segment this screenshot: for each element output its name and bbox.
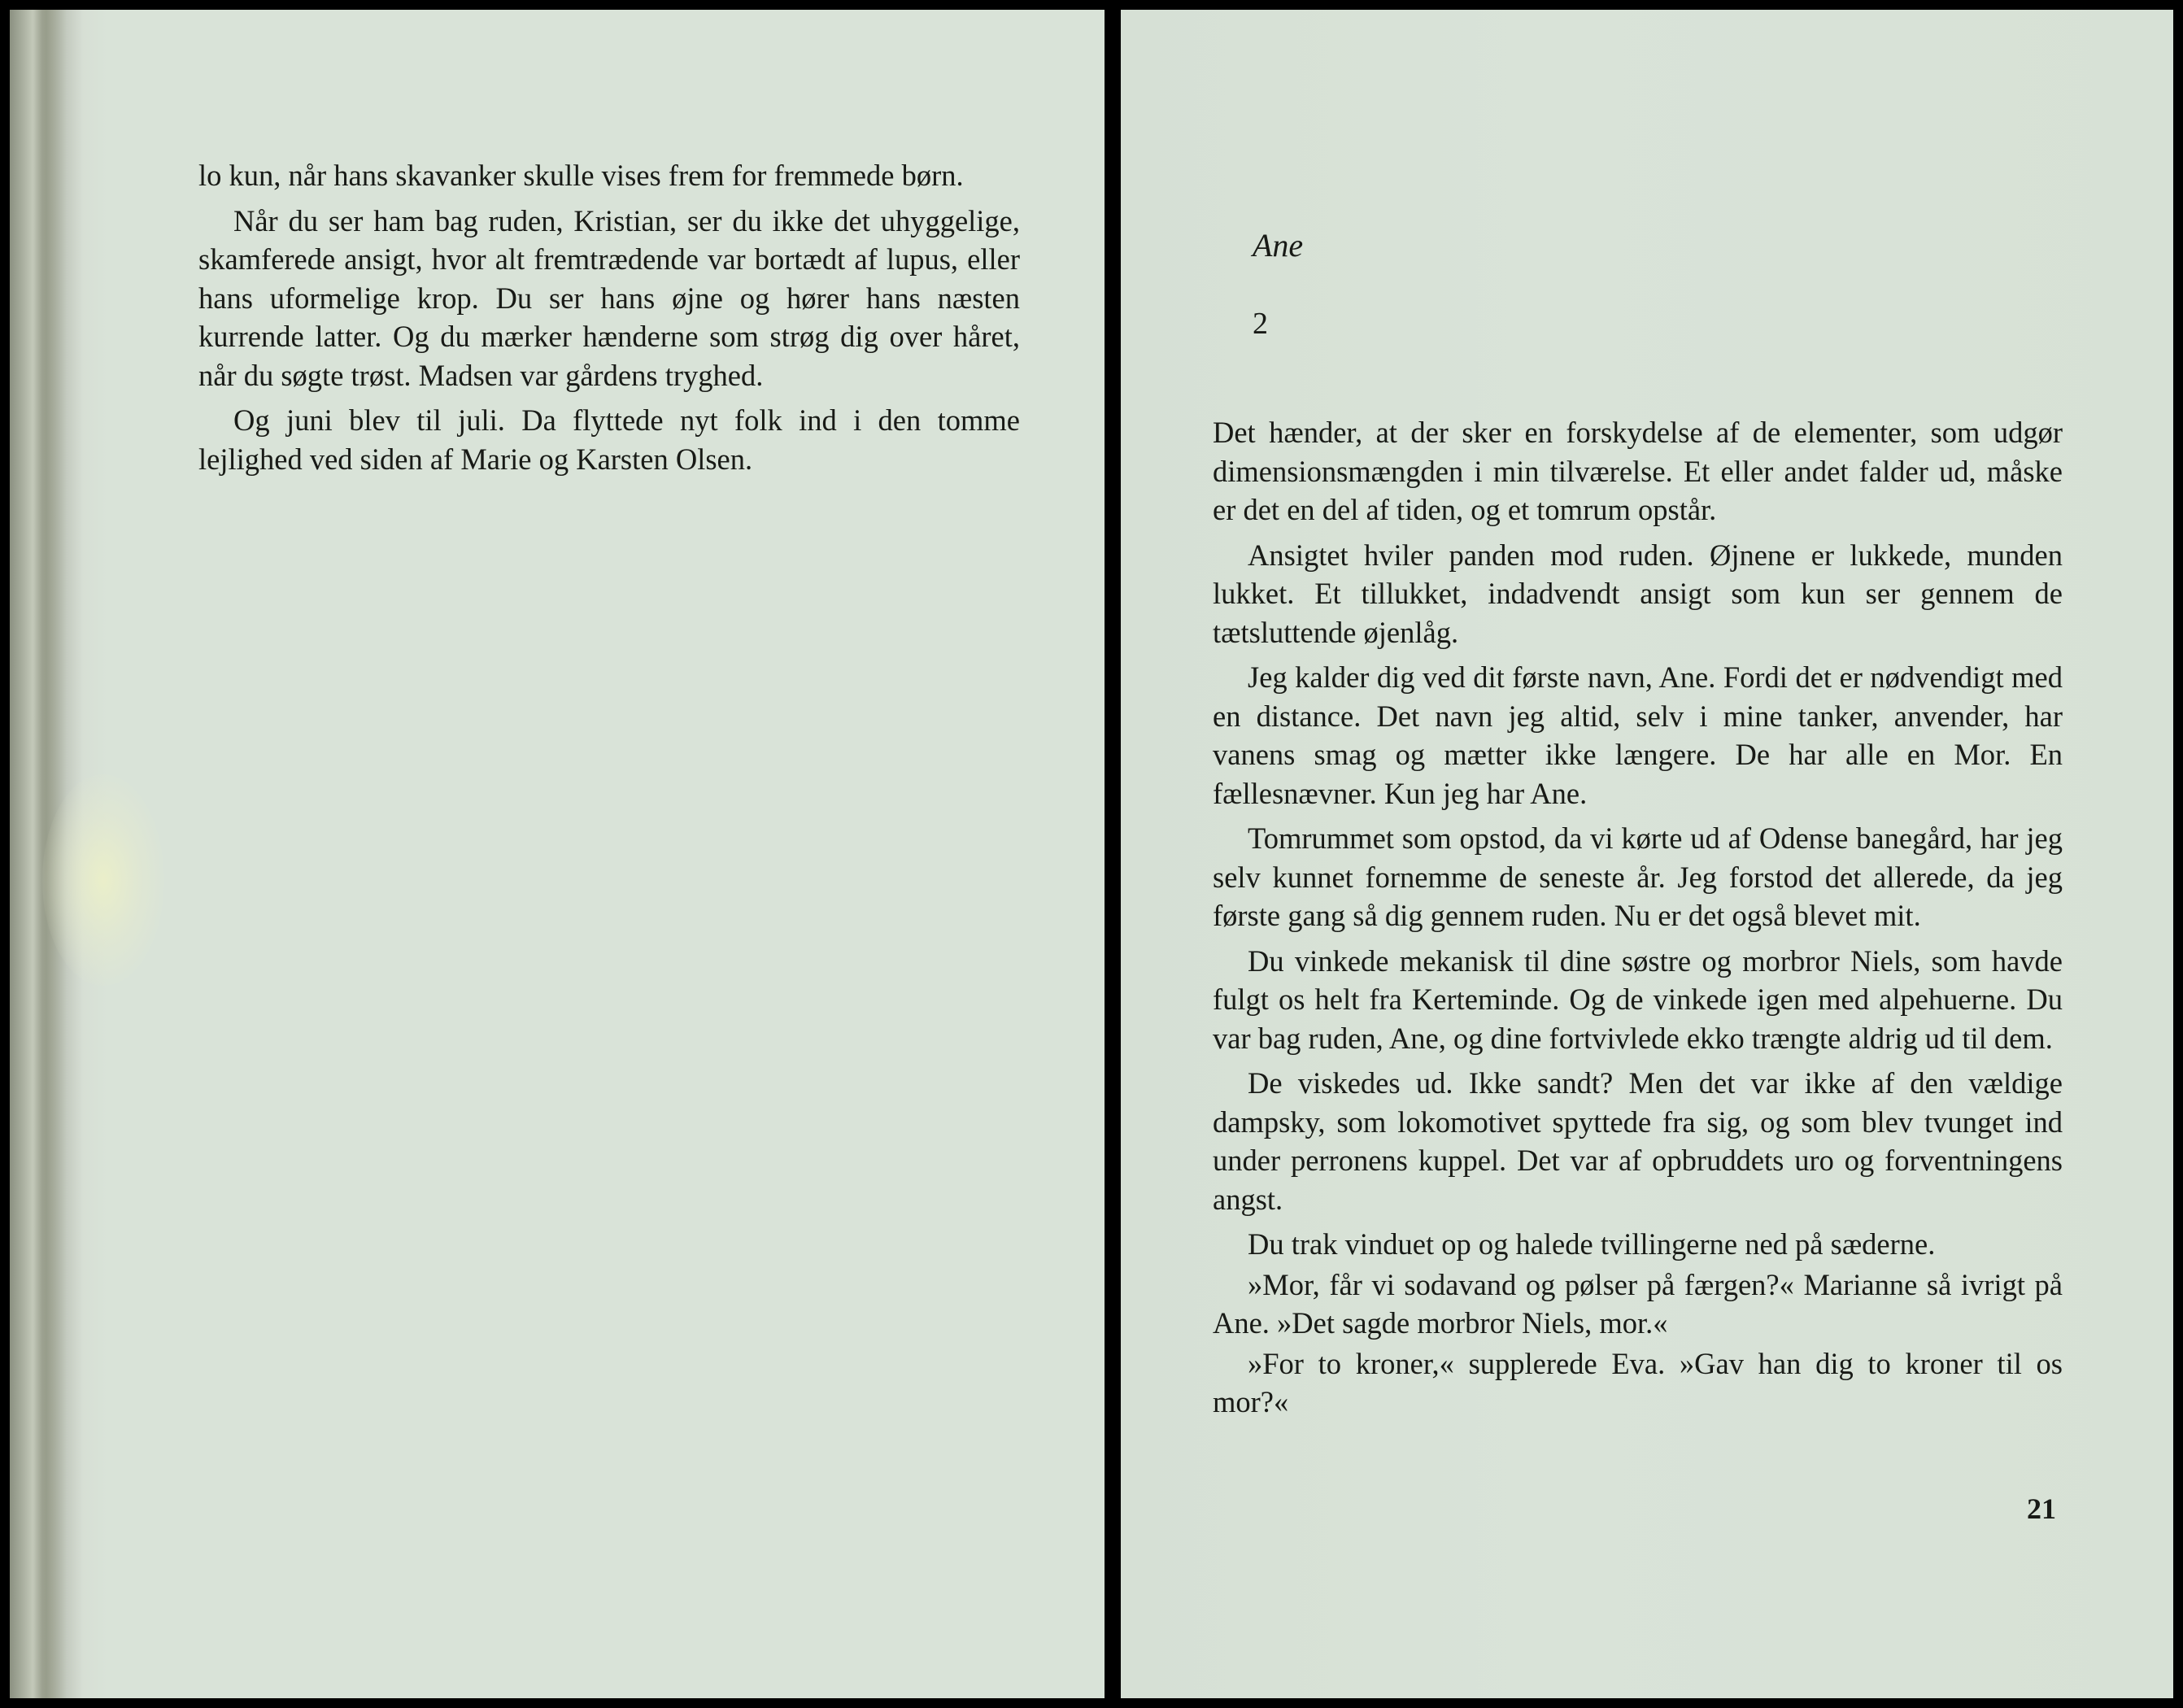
paragraph: Ansigtet hviler panden mod ruden. Øjnene er lukkede, munden lukket. Et tillukket, indadvendt ansigt som kun ser gennem de tætsluttende øjenlåg. [1213,538,2063,649]
paragraph: Du vinkede mekanisk til dine søstre og morbror Niels, som havde fulgt os helt fra Kerteminde. Og de vinkede igen med alpehuerne. Du var bag ruden, Ane, og dine fortvivlede ekko trængte aldrig ud til dem. [1213,943,2063,1055]
chapter-title: Ane [1253,227,1304,264]
paragraph: Og juni blev til juli. Da flyttede nyt folk ind i den tomme lejlighed ved siden af Marie og Karsten Olsen. [198,403,1020,476]
chapter-number: 2 [1253,307,1268,341]
paragraph: De viskedes ud. Ikke sandt? Men det var ikke af den vældige dampsky, som lokomotivet spyttede fra sig, og som blev tvunget ind under perronens kuppel. Det var af opbruddets uro og forventningens angst. [1213,1066,2063,1216]
paragraph: Når du ser ham bag ruden, Kristian, ser du ikke det uhyggelige, skamferede ansigt, hvor alt fremtrædende var bortædt af lupus, eller hans uformelige krop. Du ser hans øjne og hører hans næsten kurrende latter. Og du mærker hænderne som strøg dig over håret, når du søgte trøst. Madsen var gårdens tryghed. [198,203,1020,392]
paragraph: »For to kroner,« supplerede Eva. »Gav han dig to kroner til os mor?« [1213,1346,2063,1418]
paragraph: Det hænder, at der sker en forskydelse af de elementer, som udgør dimensionsmængden i min tilværelse. Et eller andet falder ud, måske er det en del af tiden, og et tomrum opstår. [1213,416,2063,526]
right-page [1121,10,2173,1698]
light-glare [42,774,164,986]
right-page-text [1213,413,2063,1422]
paragraph: Du trak vinduet op og halede tvillingerne ned på sæderne. [1248,1227,1936,1261]
paragraph: Jeg kalder dig ved dit første navn, Ane. Fordi det er nødvendigt med en distance. Det navn jeg altid, selv i mine tanker, anvender, har vanens smag og mætter ikke længere. De har alle en Mor. En fællesnævner. Kun jeg har Ane. [1213,660,2063,810]
paragraph: Tomrummet som opstod, da vi kørte ud af Odense banegård, har jeg selv kunnet fornemme de seneste år. Jeg forstod det allerede, da jeg første gang så dig gennem ruden. Nu er det også blevet mit. [1213,821,2063,932]
left-page-text [198,156,1020,478]
paragraph: lo kun, når hans skavanker skulle vises frem for fremmede børn. [198,159,964,192]
left-page [10,10,1105,1698]
paragraph: »Mor, får vi sodavand og pølser på færgen?« Marianne så ivrigt på Ane. »Det sagde morbror Niels, mor.« [1213,1267,2063,1340]
page-number: 21 [2027,1492,2056,1525]
